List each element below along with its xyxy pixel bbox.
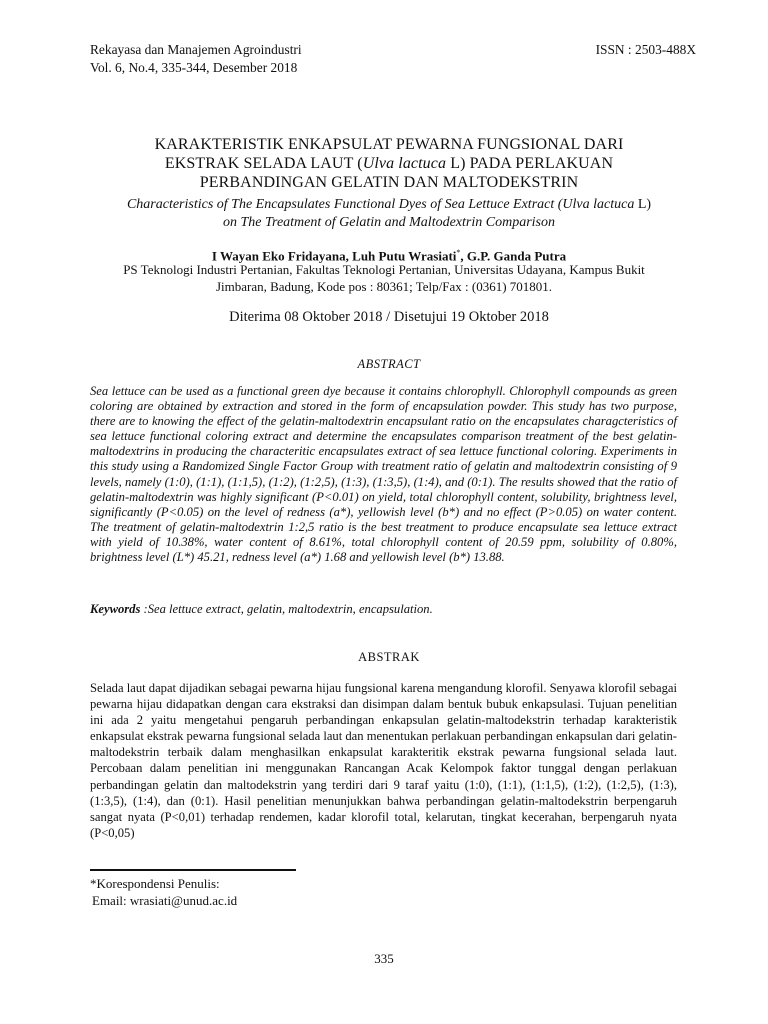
issn: ISSN : 2503-488X xyxy=(595,42,696,57)
english-title xyxy=(80,196,698,232)
journal-volume: Vol. 6, No.4, 335-344, Desember 2018 xyxy=(90,60,298,75)
abstract-heading: ABSTRACT xyxy=(357,357,421,371)
authors-b: , G.P. Ganda Putra xyxy=(460,248,567,264)
abstract-text: Sea lettuce can be used as a functional green dye because it contains chlorophyll. Chlorophyll compounds as green coloring are obtained by extraction and stored in the form of encapsulation powder. This study has two purpose, there are to knowing the effect of the gelatin-maltodextrin encapsulant ratio on the encapsulates charagcteristics of sea lettuce functional coloring extract and determine the encapsulates comparison treatment of the best gelatin-maltodextrins in producing the characteritic encapsulates extract of sea lettuce functional coloring. Experiments in this study using a Randomized Single Factor Group with treatment ratio of gelatin and maltodextrin consisting of 9 levels, namely (1:0), (1:1), (1:1,5), (1:2), (1:2,5), (1:3), (1:3,5), (1:4), and (0:1). The results showed that the ratio of gelatin-maltodextrin was highly significant (P<0.01) on yield, total chlorophyll content, solubility, brightness level, significantly (P<0.05) on the level of redness (a*), yellowish level (b*) and no effect (P>0.05) on water content. The treatment of gelatin-maltodextrin 1:2,5 ratio is the best treatment to produce encapsulate sea lettuce extract with yield of 10.38%, water content of 8.61%, total chlorophyll content of 20.59 ppm, solubility of 0.80%, brightness level (L*) 45.21, redness level (a*) 1.68 and yellowish level (b*) 13.88. xyxy=(90,384,677,565)
journal-name: Rekayasa dan Manajemen Agroindustri xyxy=(90,42,302,57)
keywords-list: :Sea lettuce extract, gelatin, maltodextrin, encapsulation. xyxy=(140,602,433,616)
title-line-1: KARAKTERISTIK ENKAPSULAT PEWARNA FUNGSIONAL DARI xyxy=(154,136,624,153)
footnote-divider xyxy=(90,869,296,871)
received-accepted-dates: Diterima 08 Oktober 2018 / Disetujui 19 Oktober 2018 xyxy=(229,309,549,325)
english-title-line-1a: Characteristics of The Encapsulates Functional Dyes of Sea Lettuce Extract (Ulva lactuca xyxy=(126,197,638,212)
footnote-label: *Korespondensi Penulis: xyxy=(90,876,220,891)
corresponding-mark: * xyxy=(456,248,461,257)
footnote xyxy=(90,875,237,909)
affiliation-line-1: PS Teknologi Industri Pertanian, Fakultas Teknologi Pertanian, Universitas Udayana, Kampus Bukit xyxy=(123,262,645,277)
authors-a: I Wayan Eko Fridayana, Luh Putu Wrasiati xyxy=(211,248,457,264)
journal-info xyxy=(90,41,302,77)
english-title-line-2: on The Treatment of Gelatin and Maltodextrin Comparison xyxy=(223,215,555,230)
affiliation xyxy=(100,261,668,295)
title-line-3: PERBANDINGAN GELATIN DAN MALTODEKSTRIN xyxy=(199,174,579,191)
abstrak-heading: ABSTRAK xyxy=(358,650,420,664)
affiliation-line-2: Jimbaran, Badung, Kode pos : 80361; Telp/Fax : (0361) 701801. xyxy=(215,279,553,294)
english-title-line-1 xyxy=(80,196,698,214)
footnote-email: Email: wrasiati@unud.ac.id xyxy=(92,893,238,908)
title-species: Ulva lactuca xyxy=(362,155,447,172)
title-line-2 xyxy=(80,154,698,173)
paper-title xyxy=(80,135,698,192)
page-number: 335 xyxy=(374,951,394,966)
abstrak-text: Selada laut dapat dijadikan sebagai pewarna hijau fungsional karena mengandung klorofil. Senyawa klorofil sebagai pewarna hijau didapatkan dengan cara ekstraksi dan disimpan dalam bentuk bubuk enkapsulasi. Tujuan penelitian ini ada 2 yaitu mengetahui pengaruh perbandingan enkapsulan gelatin-maltodekstrin terhadap karakteristik enkapsulat ekstrak pewarna fungsional selada laut dan menentukan perlakuan perbandingan enkapsulan dari gelatin-maltodekstrin terbaik dalam menghasilkan enkapsulat karakteritik ekstrak pewarna fungsional selada laut. Percobaan dalam penelitian ini menggunakan Rancangan Acak Kelompok faktor tunggal dengan perlakuan perbandingan gelatin dan maltodekstrin yang terdiri dari 9 taraf yaitu (1:0), (1:1), (1:1,5), (1:2), (1:2,5), (1:3), (1:3,5), (1:4), dan (0:1). Hasil penelitian menunjukkan bahwa perbandingan gelatin-maltodekstrin berpengaruh sangat nyata (P<0,01) terhadap rendemen, kadar klorofil total, kelarutan, tingkat kecerahan, berpengaruh nyata (P<0,05) xyxy=(90,681,677,840)
title-line-2b: L) PADA PERLAKUAN xyxy=(446,155,614,172)
keywords xyxy=(90,602,677,617)
english-title-line-1b: L) xyxy=(637,197,652,212)
keywords-label: Keywords xyxy=(90,602,141,616)
title-line-2a: EKSTRAK SELADA LAUT ( xyxy=(164,155,363,172)
